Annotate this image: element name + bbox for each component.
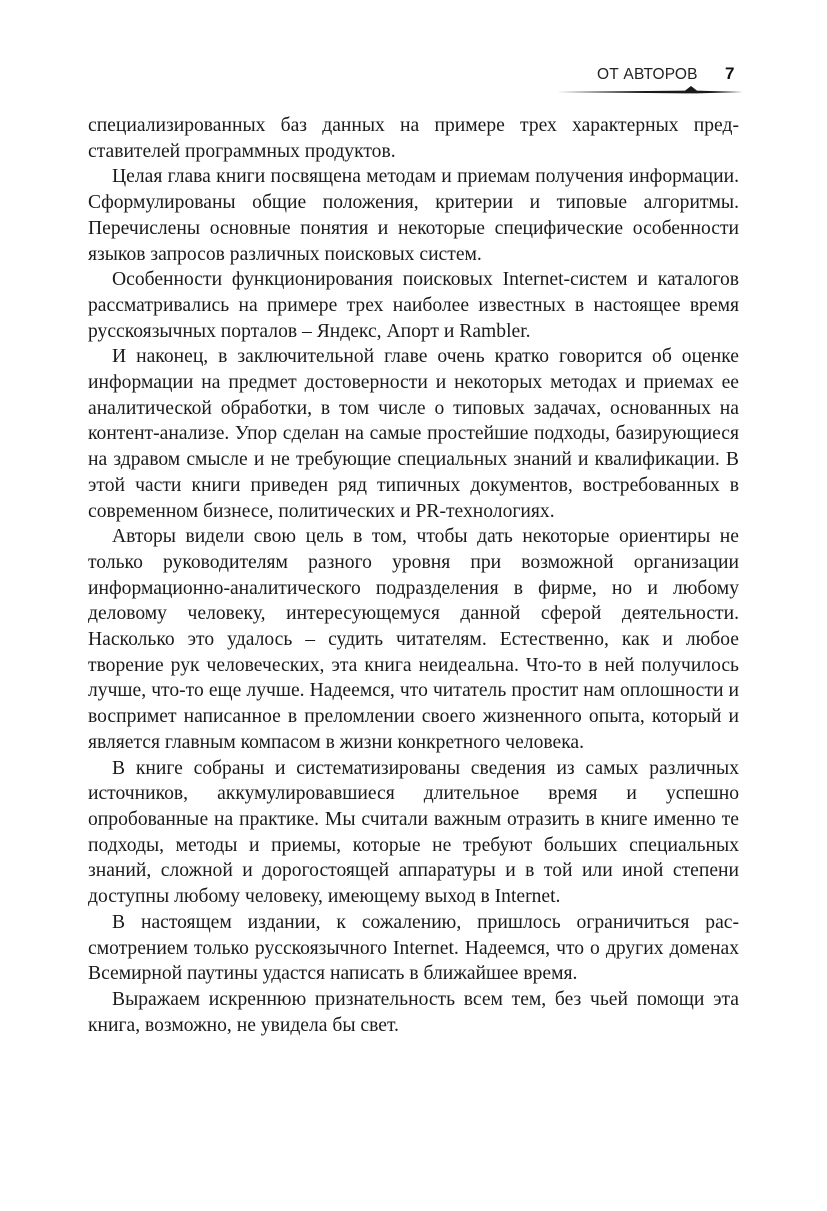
paragraph: Особенности функционирования поисковых Internet-систем и каталогов рассматривались на примере трех наиболее известных в настоящее время русскоязычных порталов – Яндекс, Апорт и Rambler. xyxy=(88,269,739,342)
body-text xyxy=(88,113,739,1038)
paragraph: Авторы видели свою цель в том, чтобы дать некоторые ориентиры не только руководителям разного уровня при возможной организации информационно-аналитического подразделения в фирме, но и любому деловому человеку, интересующемуся данной сферой деятельности. Насколько это удалось – судить читателям. Естественно, как и любое творение рук человеческих, эта книга неидеальна. Что-то в ней получилось лучше, что-то еще лучше. Надеемся, что читатель простит нам оплошности и воспримет написанное в преломлении своего жизненного опыта, который и является главным компасом в жизни конкретного человека. xyxy=(88,526,739,753)
paragraph: В книге собраны и систематизированы сведения из самых различных источников, аккумулировавшиеся длительное время и успешно опробованные на практике. Мы считали важным отразить в книге именно те подходы, методы и приемы, которые не требуют больших специальных знаний, сложной и дорогостоящей аппаратуры и в той или иной степени доступны любому человеку, имеющему выход в Internet. xyxy=(88,757,739,908)
header-rule-ornament xyxy=(557,86,743,102)
paragraph: Выражаем искреннюю признательность всем тем, без чьей помощи эта книга, возможно, не увидела бы свет. xyxy=(88,988,739,1036)
paragraph: И наконец, в заключительной главе очень кратко говорится об оценке информации на предмет достоверности и некоторых методах и приемах ее аналитической обработки, в том числе о типовых задачах, основанных на контент-анализе. Упор сделан на самые простейшие подходы, базирующиеся на здравом смысле и не требующие специальных знаний и квалификации. В этой части книги приведен ряд типичных документов, востребованных в современном бизнесе, политических и PR-технологиях. xyxy=(88,346,739,522)
paragraph: специализированных баз данных на примере трех характерных представителей программных продуктов. xyxy=(88,115,739,162)
section-title: ОТ АВТОРОВ xyxy=(597,66,698,83)
running-head xyxy=(557,64,743,104)
paragraph: В настоящем издании, к сожалению, пришлось ограничиться рассмотрением только русскоязычного Internet. Надеемся, что о других доменах Всемирной паутины удастся написать в ближайшее время. xyxy=(88,911,739,985)
paragraph: Целая глава книги посвящена методам и приемам получения информации. Сформулированы общие положения, критерии и типовые алгоритмы. Перечислены основные понятия и некоторые специфические особенности языков запросов различных поисковых систем. xyxy=(88,166,739,265)
page-number: 7 xyxy=(725,64,735,83)
